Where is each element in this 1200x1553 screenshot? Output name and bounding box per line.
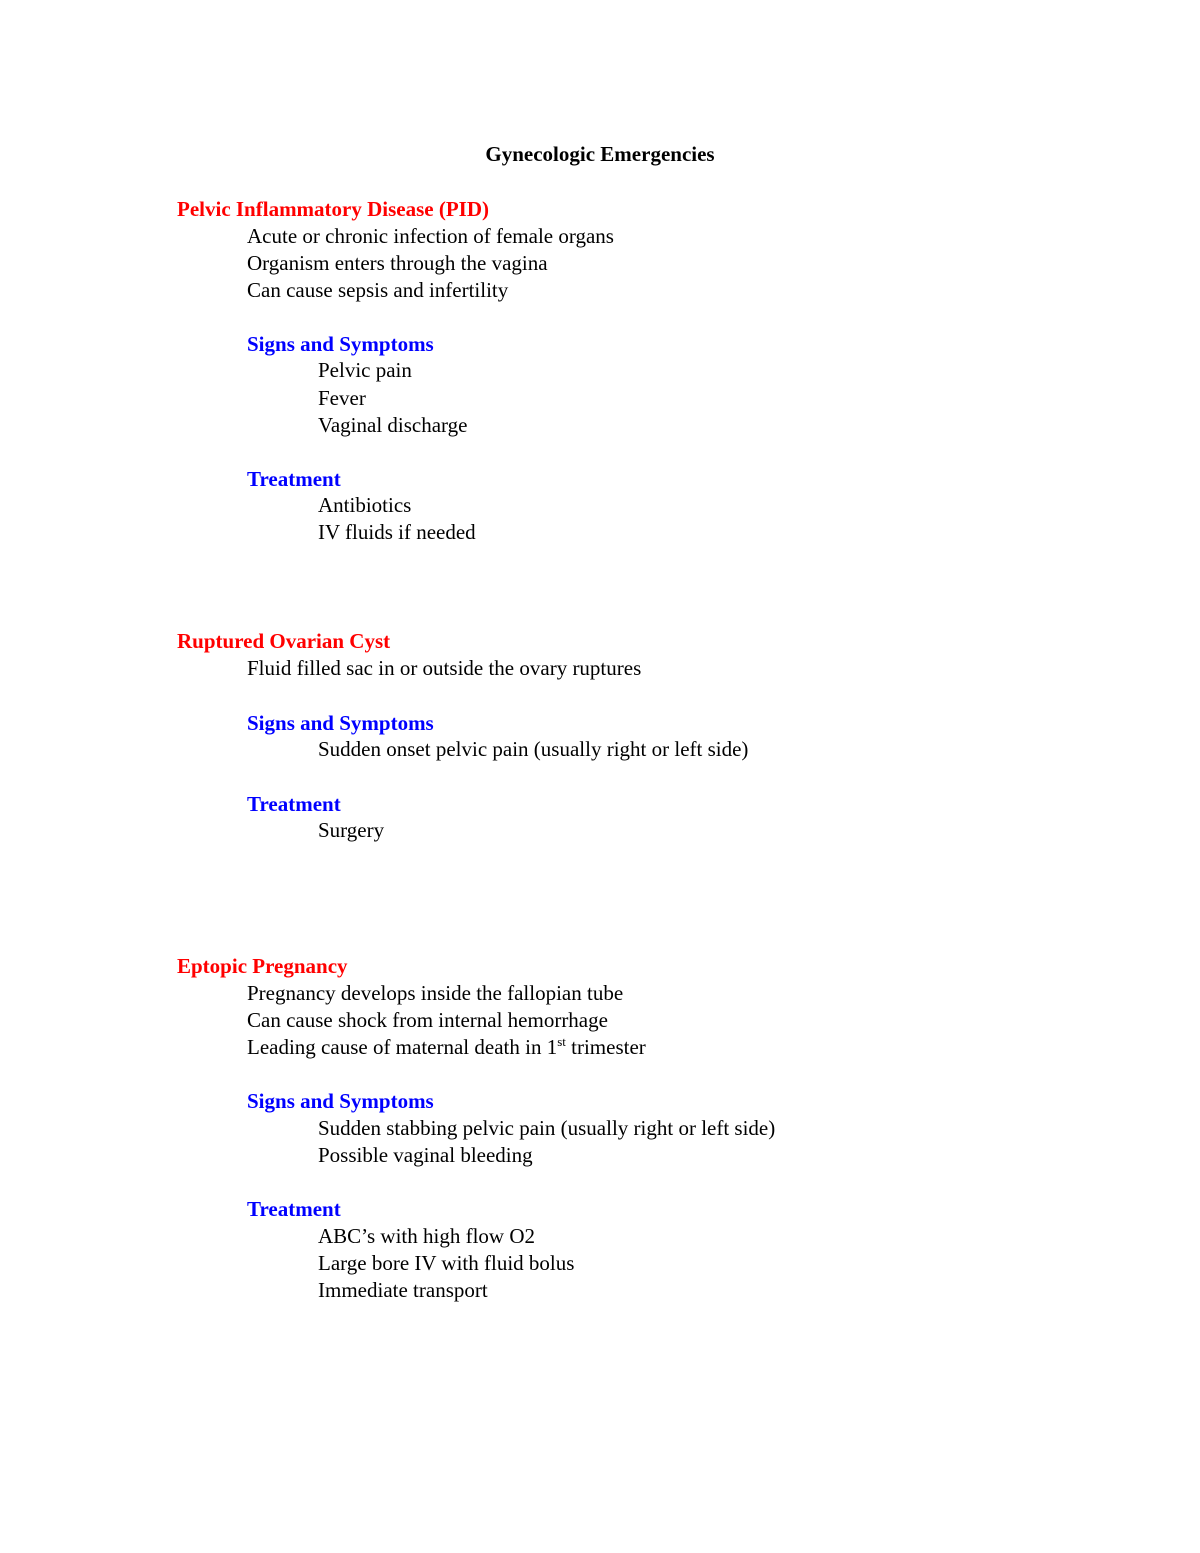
ectopic-treatment-item: ABC’s with high flow O2 xyxy=(318,1224,536,1248)
section-heading-pid: Pelvic Inflammatory Disease (PID) xyxy=(177,197,490,221)
section-heading-ectopic-pregnancy: Eptopic Pregnancy xyxy=(177,954,348,978)
pid-sign-item: Fever xyxy=(318,386,366,410)
pid-signs-heading: Signs and Symptoms xyxy=(247,332,434,356)
cyst-treatment-heading: Treatment xyxy=(247,792,341,816)
ectopic-signs-heading: Signs and Symptoms xyxy=(247,1089,434,1113)
ectopic-sign-item: Possible vaginal bleeding xyxy=(318,1143,533,1167)
pid-treatment-item: Antibiotics xyxy=(318,493,412,517)
ectopic-treatment-item: Large bore IV with fluid bolus xyxy=(318,1251,575,1275)
cyst-signs-heading: Signs and Symptoms xyxy=(247,711,434,735)
ectopic-treatment-heading: Treatment xyxy=(247,1197,341,1221)
ectopic-description-line: Pregnancy develops inside the fallopian tube xyxy=(247,981,624,1005)
ectopic-treatment-item: Immediate transport xyxy=(318,1278,488,1302)
pid-description-line: Organism enters through the vagina xyxy=(247,251,548,275)
ectopic-description-line: Can cause shock from internal hemorrhage xyxy=(247,1008,608,1032)
ectopic-leading-superscript: st xyxy=(557,1034,566,1049)
pid-treatment-heading: Treatment xyxy=(247,467,341,491)
pid-sign-item: Pelvic pain xyxy=(318,358,412,382)
pid-treatment-item: IV fluids if needed xyxy=(318,520,476,544)
cyst-description-line: Fluid filled sac in or outside the ovary ruptures xyxy=(247,656,642,680)
section-heading-ovarian-cyst: Ruptured Ovarian Cyst xyxy=(177,629,391,653)
pid-sign-item: Vaginal discharge xyxy=(318,413,468,437)
ectopic-description-line xyxy=(247,1034,646,1061)
ectopic-leading-text-end: trimester xyxy=(565,1035,646,1059)
cyst-sign-item: Sudden onset pelvic pain (usually right or left side) xyxy=(318,737,749,761)
ectopic-sign-item: Sudden stabbing pelvic pain (usually right or left side) xyxy=(318,1116,776,1140)
pid-description-line: Acute or chronic infection of female organs xyxy=(247,224,614,248)
document-title: Gynecologic Emergencies xyxy=(485,142,715,166)
ectopic-leading-text: Leading cause of maternal death in 1 xyxy=(247,1035,558,1059)
cyst-treatment-item: Surgery xyxy=(318,818,385,842)
pid-description-line: Can cause sepsis and infertility xyxy=(247,278,509,302)
